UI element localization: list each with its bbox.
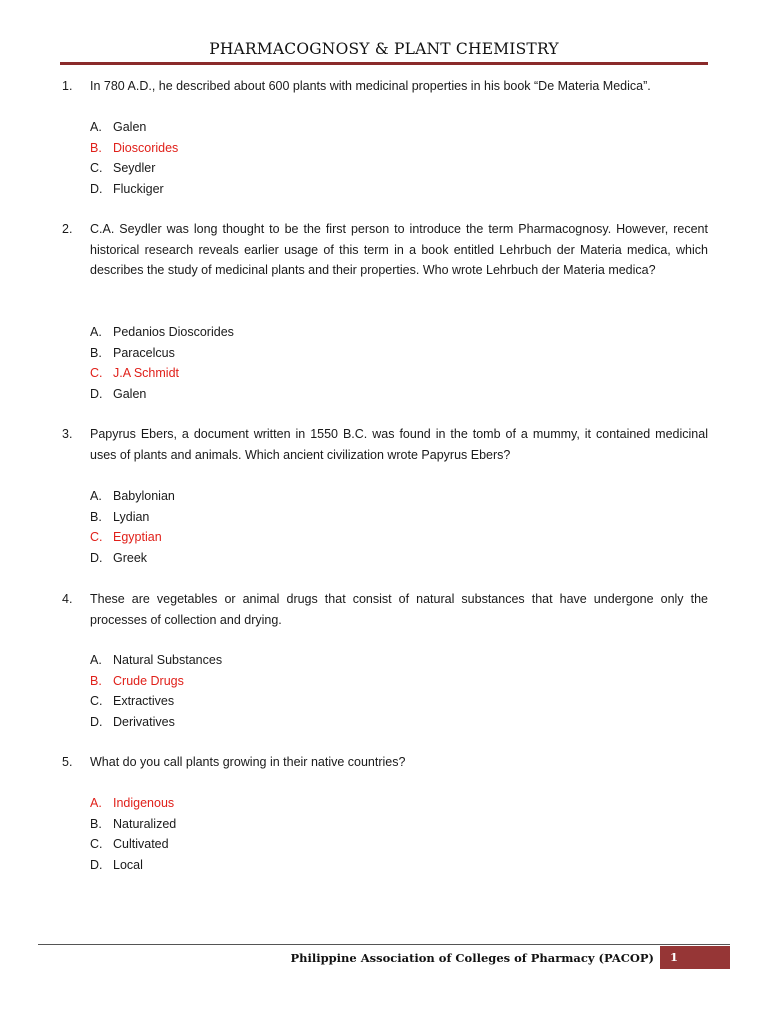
- option-letter: B.: [90, 509, 102, 524]
- option-letter: C.: [90, 161, 103, 175]
- question-number: 3.: [62, 427, 73, 441]
- option-letter: D.: [90, 181, 103, 196]
- option-a: [90, 486, 490, 507]
- option-letter: D.: [90, 386, 103, 401]
- option-letter: A.: [90, 653, 102, 667]
- option-letter: B.: [90, 345, 102, 360]
- option-c: [90, 691, 490, 712]
- option-b-correct: [90, 671, 490, 692]
- question-number: 4.: [62, 592, 73, 606]
- option-b: [90, 343, 490, 364]
- option-text: Greek: [113, 550, 148, 565]
- option-text: Local: [113, 857, 143, 872]
- footer-divider: [38, 944, 730, 945]
- question-text: What do you call plants growing in their native countries?: [90, 755, 406, 769]
- option-letter: D.: [90, 714, 103, 729]
- option-text: Babylonian: [113, 489, 175, 503]
- option-letter: A.: [90, 796, 102, 810]
- options-2: [90, 322, 490, 404]
- option-c: [90, 834, 490, 855]
- question-text: Papyrus Ebers, a document written in 1550 B.C. was found in the tomb of a mummy, it contained medicinal uses of plants and animals. Which ancient civilization wrote Papyrus Ebers?: [90, 427, 708, 462]
- question-number: 2.: [62, 222, 73, 236]
- option-text: Naturalized: [113, 816, 177, 831]
- option-letter: A.: [90, 489, 102, 503]
- options-3: [90, 486, 490, 568]
- question-number: 5.: [62, 755, 73, 769]
- option-text: Egyptian: [113, 530, 162, 544]
- question-3: [62, 424, 708, 465]
- option-text: Indigenous: [113, 796, 175, 810]
- option-d: [90, 384, 490, 405]
- options-1: [90, 117, 490, 199]
- question-text: These are vegetables or animal drugs that consist of natural substances that have undergone only the processes of collection and drying.: [90, 592, 708, 627]
- option-letter: A.: [90, 325, 102, 339]
- option-text: Crude Drugs: [113, 673, 184, 688]
- option-letter: A.: [90, 120, 102, 134]
- option-text: Natural Substances: [113, 653, 223, 667]
- option-letter: D.: [90, 550, 103, 565]
- option-text: Extractives: [113, 694, 175, 708]
- option-d: [90, 712, 490, 733]
- option-a-correct: [90, 793, 490, 814]
- option-b-correct: [90, 138, 490, 159]
- option-text: J.A Schmidt: [113, 366, 179, 380]
- question-5: [62, 752, 708, 773]
- option-letter: B.: [90, 673, 102, 688]
- header-divider: [60, 62, 708, 65]
- options-4: [90, 650, 490, 732]
- option-text: Paracelcus: [113, 345, 175, 360]
- question-2: [62, 219, 708, 281]
- option-letter: C.: [90, 366, 103, 380]
- option-text: Dioscorides: [113, 140, 179, 155]
- option-d: [90, 548, 490, 569]
- page-title: PHARMACOGNOSY & PLANT CHEMISTRY: [209, 40, 559, 58]
- option-text: Derivatives: [113, 714, 175, 729]
- option-letter: D.: [90, 857, 103, 872]
- option-text: Pedanios Dioscorides: [113, 325, 234, 339]
- options-5: [90, 793, 490, 875]
- option-text: Galen: [113, 386, 147, 401]
- question-4: [62, 589, 708, 630]
- option-a: [90, 117, 490, 138]
- footer-organization: Philippine Association of Colleges of Pharmacy (PACOP): [290, 951, 654, 965]
- option-text: Lydian: [113, 509, 150, 524]
- option-text: Seydler: [113, 161, 156, 175]
- option-c-correct: [90, 527, 490, 548]
- option-a: [90, 322, 490, 343]
- option-c-correct: [90, 363, 490, 384]
- question-text: In 780 A.D., he described about 600 plants with medicinal properties in his book “De Materia Medica”.: [90, 79, 651, 93]
- page-number-badge: 1: [660, 946, 730, 969]
- option-a: [90, 650, 490, 671]
- question-1: [62, 76, 708, 97]
- option-d: [90, 179, 490, 200]
- option-b: [90, 814, 490, 835]
- option-letter: C.: [90, 530, 103, 544]
- option-letter: B.: [90, 816, 102, 831]
- option-letter: B.: [90, 140, 102, 155]
- option-letter: C.: [90, 694, 103, 708]
- option-c: [90, 158, 490, 179]
- option-text: Fluckiger: [113, 181, 164, 196]
- option-text: Galen: [113, 120, 147, 134]
- option-letter: C.: [90, 837, 103, 851]
- option-d: [90, 855, 490, 876]
- option-text: Cultivated: [113, 837, 169, 851]
- option-b: [90, 507, 490, 528]
- question-number: 1.: [62, 79, 73, 93]
- question-text: C.A. Seydler was long thought to be the first person to introduce the term Pharmacognosy. However, recent historical research reveals earlier usage of this term in a book entitled Lehrbuch der Materia medica, which describes the study of medicinal plants and their properties. Who wrote Lehrbuch der Materia medica?: [90, 222, 708, 277]
